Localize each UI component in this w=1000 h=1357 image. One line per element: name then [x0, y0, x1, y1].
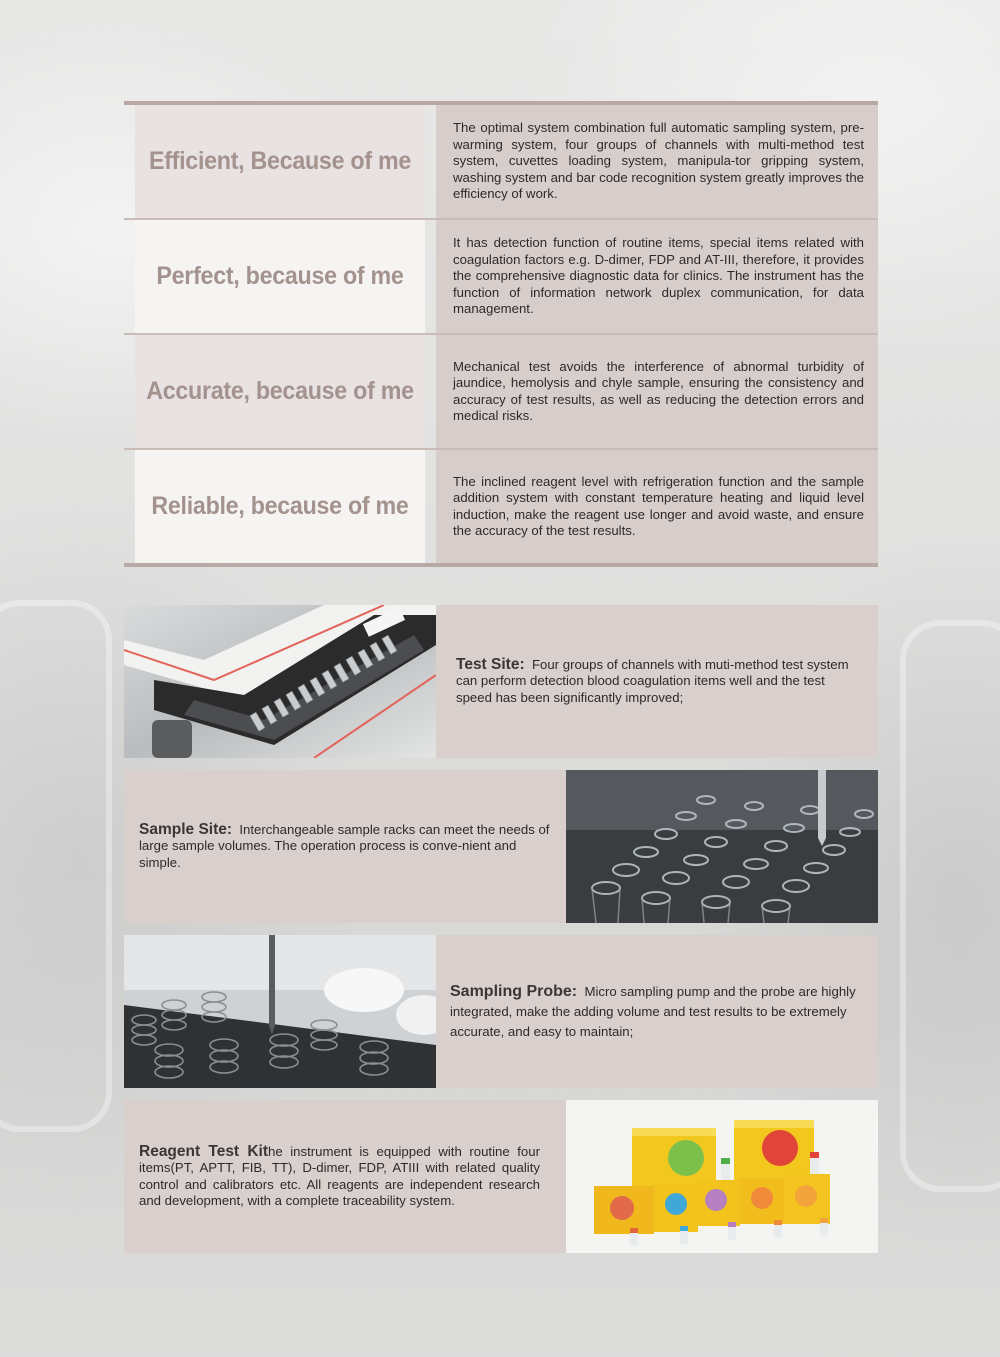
feature-title: Perfect, because of me — [135, 220, 425, 333]
feature-description: It has detection function of routine items, special items related with coagulation factors e.g. D-dimer, FDP and AT-III, therefore, it provides the comprehensive diagnostic data for clinics. The instrument has the function of information network duplex communication, for data management. — [436, 220, 878, 333]
sample-site-block — [124, 770, 878, 923]
sampling-probe-block — [124, 935, 878, 1088]
test-site-text — [436, 605, 878, 758]
feature-row-reliable — [124, 448, 878, 563]
feature-description: Mechanical test avoids the interference of abnormal turbidity of jaundice, hemolysis and chyle sample, ensuring the consistency and accuracy of test results, as well as reducing the detection errors and medical risks. — [436, 335, 878, 448]
reagent-kit-label: Reagent Test Kit — [139, 1142, 268, 1160]
feature-row-accurate — [124, 333, 878, 448]
sampling-probe-text — [436, 935, 878, 1088]
sample-site-description: Interchangeable sample racks can meet the needs of large sample volumes. The operation process is conve-nient and simple. — [139, 821, 550, 870]
test-site-label: Test Site: — [456, 655, 525, 673]
sampling-probe-label: Sampling Probe: — [450, 982, 578, 1000]
feature-table — [124, 101, 878, 567]
sampling-probe-photo — [124, 935, 436, 1088]
sample-site-photo — [566, 770, 878, 923]
feature-description: The optimal system combination full automatic sampling system, pre-warming system, four groups of channels with multi-method test system, cuvettes loading system, manipula-tor gripping system, washing system and bar code recognition system greatly improves the efficiency of work. — [436, 105, 878, 218]
feature-title: Accurate, because of me — [135, 335, 425, 448]
test-site-description: Four groups of channels with muti-method test system can perform detection blood coagulation items well and the test speed has been significantly improved; — [456, 656, 849, 705]
reagent-kit-block — [124, 1100, 878, 1253]
reagent-kit-photo — [566, 1100, 878, 1253]
background-tube-decoration — [0, 600, 112, 1132]
reagent-kit-text — [124, 1100, 566, 1253]
background-tube-decoration — [900, 620, 1000, 1192]
sample-site-label: Sample Site: — [139, 820, 233, 838]
feature-title: Reliable, because of me — [135, 450, 425, 563]
feature-title: Efficient, Because of me — [135, 105, 425, 218]
feature-description: The inclined reagent level with refrigeration function and the sample addition system with constant temperature heating and liquid level induction, make the reagent use longer and avoid waste, and ensure the accuracy of the test results. — [436, 450, 878, 563]
sampling-probe-description: Micro sampling pump and the probe are highly integrated, make the adding volume and test results to be extremely accurate, and easy to maintain; — [450, 983, 856, 1039]
test-site-photo — [124, 605, 436, 758]
test-site-block — [124, 605, 878, 758]
sample-site-text — [124, 770, 566, 923]
reagent-kit-description: he instrument is equipped with routine four items(PT, APTT, FIB, TT), D-dimer, FDP, ATIII with related quality control and calibrators etc. All reagents are independent research and development, with a complete traceability system. — [139, 1143, 540, 1208]
feature-row-perfect — [124, 218, 878, 333]
feature-row-efficient — [124, 105, 878, 218]
